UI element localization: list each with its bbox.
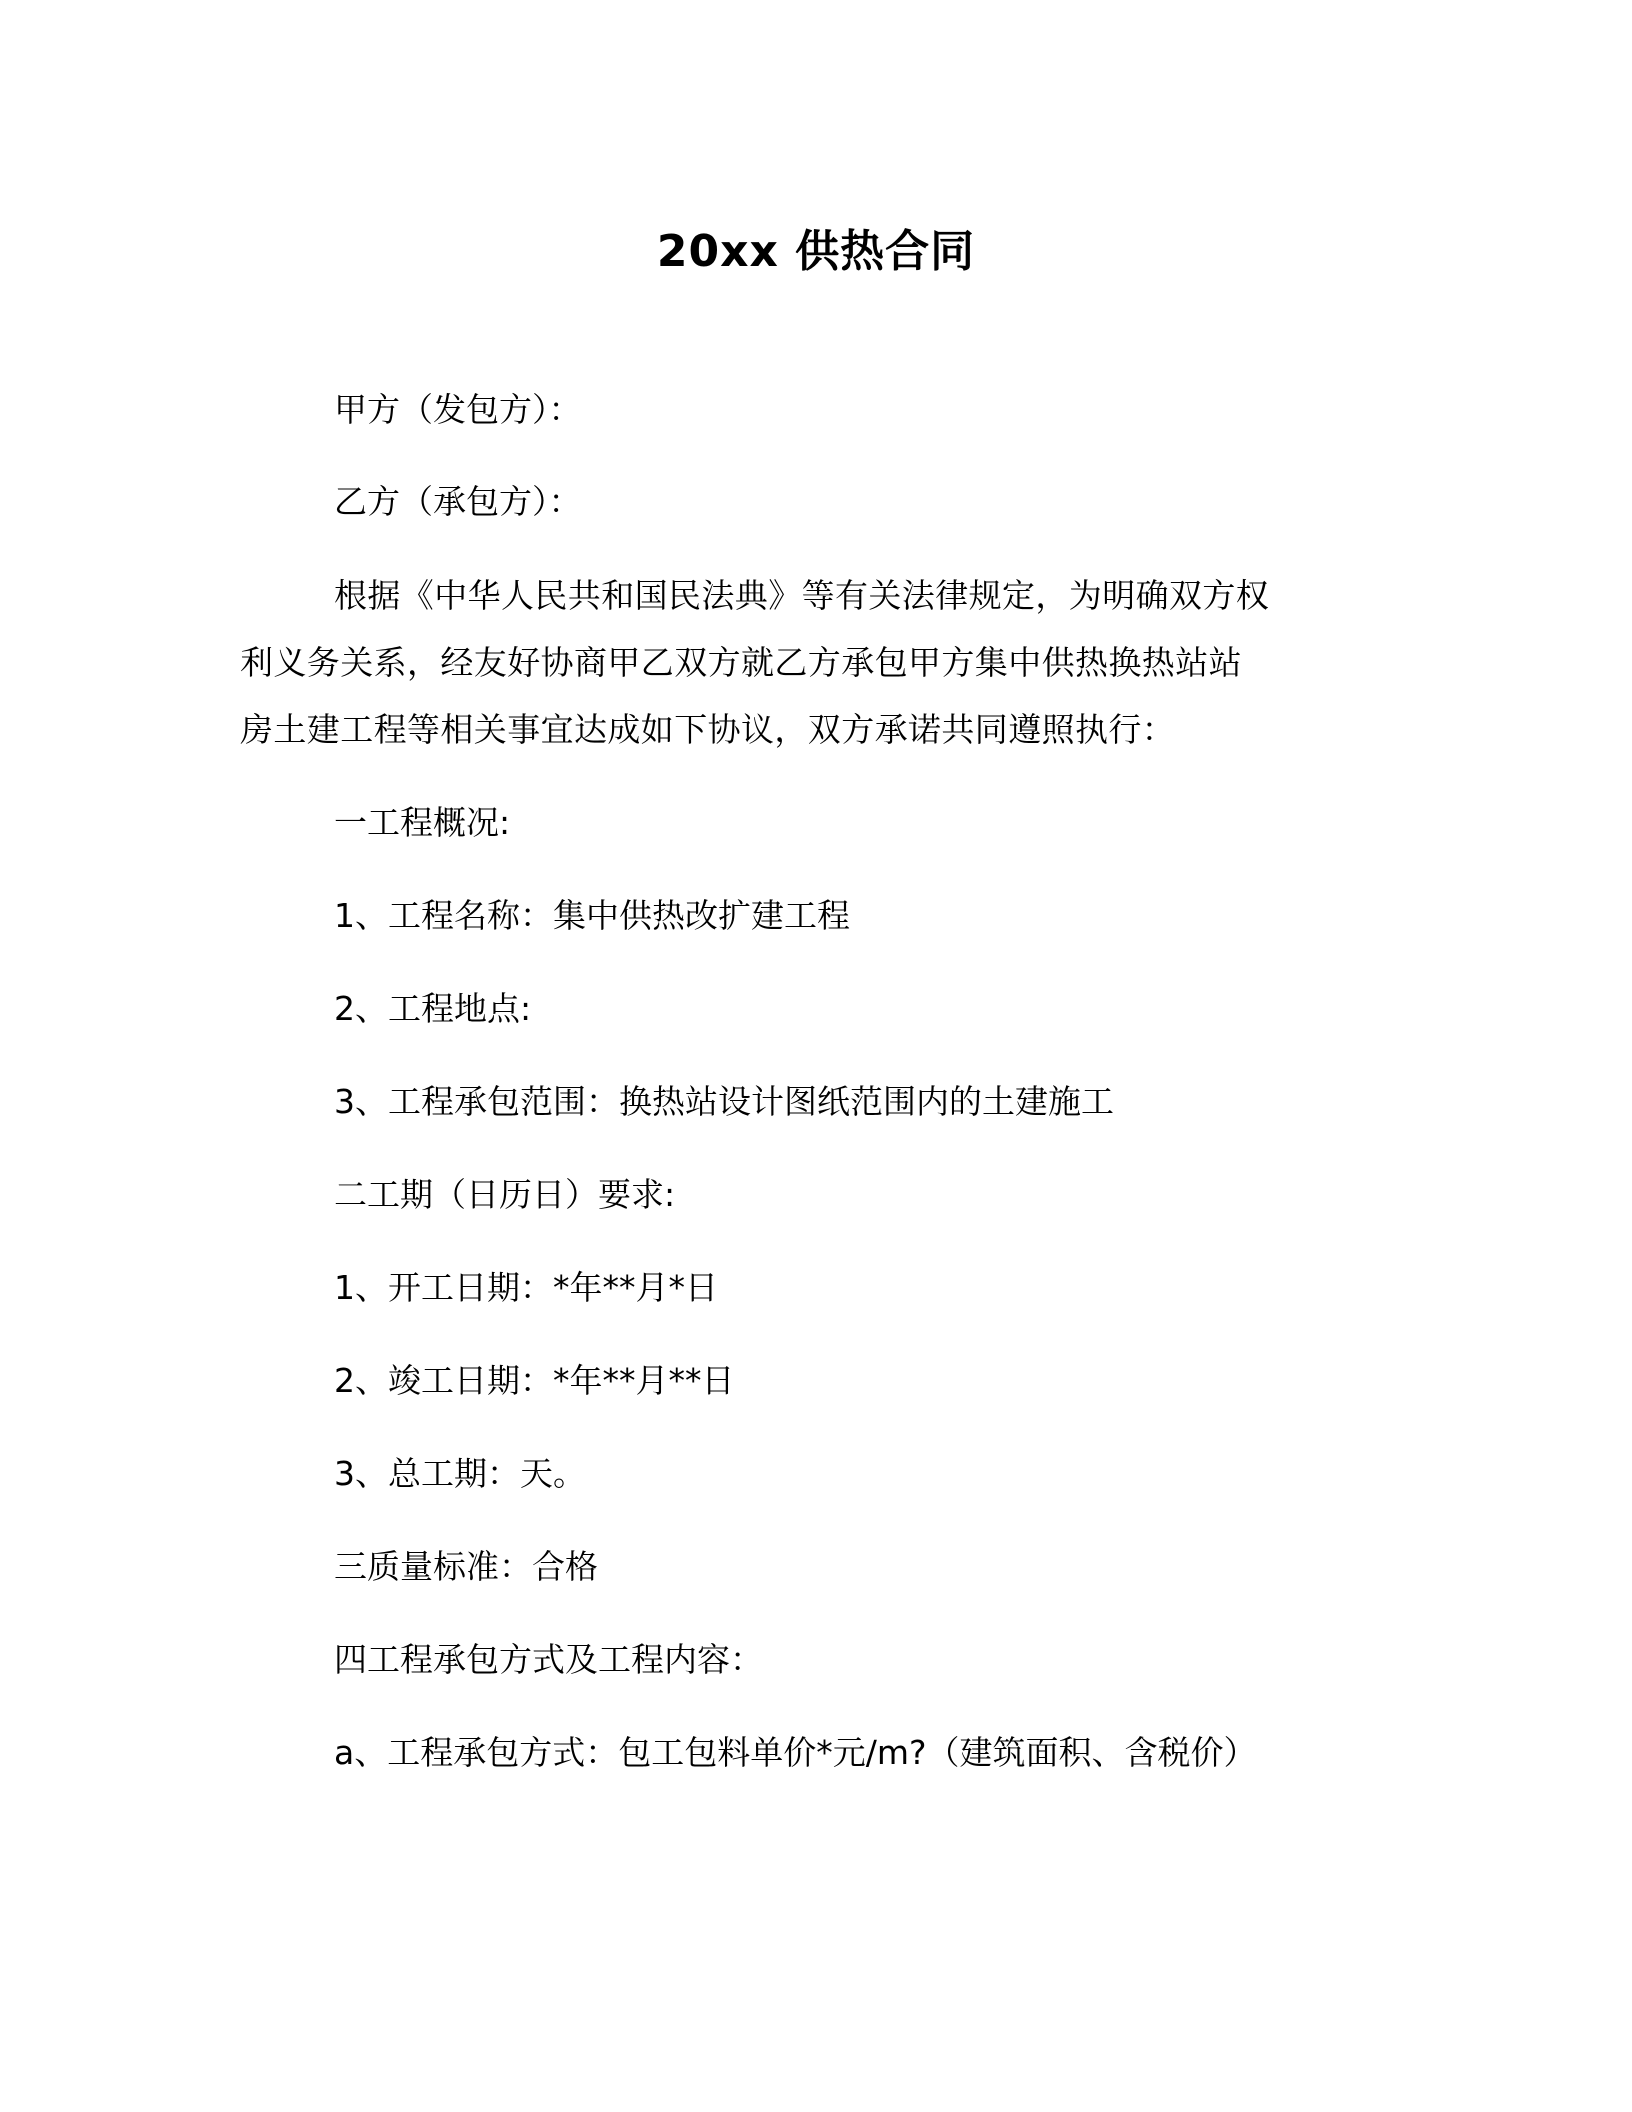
section-heading-overview: 一工程概况: bbox=[334, 803, 511, 842]
section-heading-contract-method: 四工程承包方式及工程内容： bbox=[334, 1640, 763, 1679]
section-item: 2、竣工日期：*年**月**日 bbox=[334, 1361, 735, 1400]
section-item: 2、工程地点: bbox=[334, 989, 532, 1028]
preamble-paragraph bbox=[240, 562, 1400, 763]
section-item: 3、工程承包范围：换热站设计图纸范围内的土建施工 bbox=[334, 1082, 1114, 1121]
section-item: a、工程承包方式：包工包料单价*元/m?（建筑面积、含税价） bbox=[334, 1733, 1257, 1772]
party-a-line: 甲方（发包方）： bbox=[334, 390, 582, 429]
section-item: 1、开工日期：*年**月*日 bbox=[334, 1268, 718, 1307]
section-item: 1、工程名称：集中供热改扩建工程 bbox=[334, 896, 850, 935]
document-title: 20xx 供热合同 bbox=[656, 226, 976, 277]
section-heading-schedule: 二工期（日历日）要求: bbox=[334, 1175, 676, 1214]
section-item: 3、总工期：天。 bbox=[334, 1454, 586, 1493]
preamble-line: 利义务关系，经友好协商甲乙双方就乙方承包甲方集中供热换热站站 bbox=[240, 643, 1242, 682]
preamble-line: 房土建工程等相关事宜达成如下协议，双方承诺共同遵照执行： bbox=[240, 710, 1176, 749]
section-heading-quality: 三质量标准：合格 bbox=[334, 1547, 598, 1586]
preamble-line: 根据《中华人民共和国民法典》等有关法律规定，为明确双方权 bbox=[334, 576, 1270, 615]
party-b-line: 乙方（承包方）： bbox=[334, 482, 582, 521]
